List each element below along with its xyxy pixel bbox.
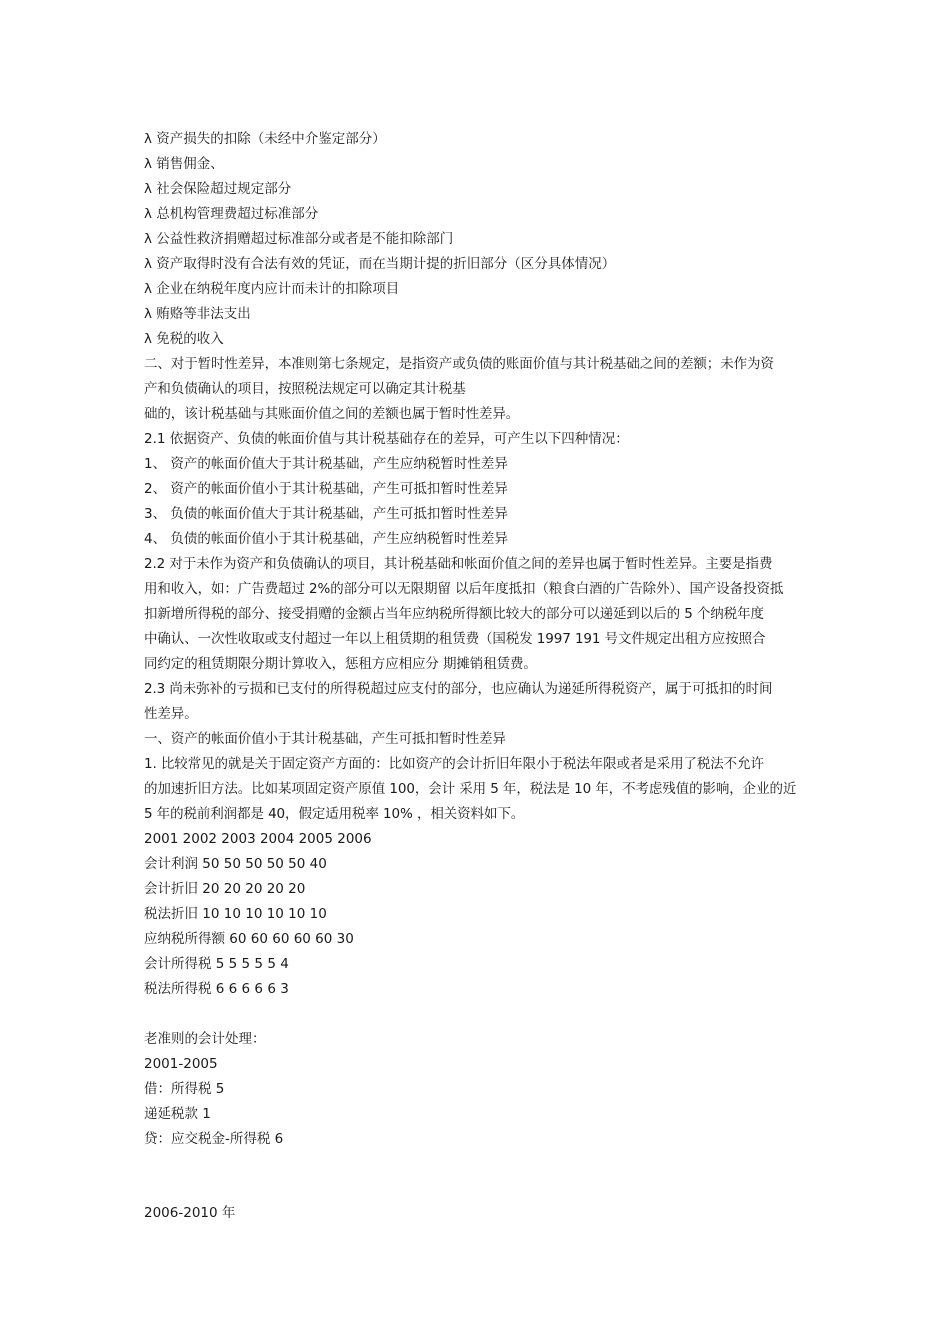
- paragraph-line: 扣新增所得税的部分、接受捐赠的金额占当年应纳税所得额比较大的部分可以递延到以后的 5 个纳税年度: [144, 606, 764, 622]
- paragraph-line: 同约定的租赁期限分期计算收入，惩租方应相应分 期摊销租赁费。: [144, 656, 537, 672]
- paragraph-line: 二、对于暂时性差异，本准则第七条规定，是指资产或负债的账面价值与其计税基础之间的差额；未作为资: [144, 356, 774, 372]
- data-table: [144, 827, 810, 1002]
- bullet-item: λ 资产损失的扣除（未经中介鉴定部分）: [144, 131, 386, 147]
- paragraph-line: 的加速折旧方法。比如某项固定资产原值 100，会计 采用 5 年，税法是 10 年，不考虑残值的影响，企业的近: [144, 781, 797, 797]
- paragraph-line: 中确认、一次性收取或支付超过一年以上租赁期的租赁费（国税发 1997 191 号文件规定出租方应按照合: [144, 631, 766, 647]
- numbered-item: 1、 资产的帐面价值大于其计税基础，产生应纳税暂时性差异: [144, 456, 508, 472]
- spacer: [144, 1152, 810, 1201]
- section-2-2-paragraph: [144, 552, 810, 677]
- paragraph-line: 用和收入，如：广告费超过 2%的部分可以无限期留 以后年度抵扣（粮食白酒的广告除外）、国产设备投资抵: [144, 581, 784, 597]
- bullet-item: λ 资产取得时没有合法有效的凭证，而在当期计提的折旧部分（区分具体情况）: [144, 256, 616, 272]
- paragraph-line: 2.2 对于未作为资产和负债确认的项目，其计税基础和帐面价值之间的差异也属于暂时性差异。主要是指费: [144, 556, 773, 572]
- bullet-item: λ 社会保险超过规定部分: [144, 181, 292, 197]
- table-row: 会计折旧 20 20 20 20 20: [144, 881, 306, 897]
- numbered-item: 4、 负债的帐面价值小于其计税基础，产生应纳税暂时性差异: [144, 531, 508, 547]
- journal-line: 2001-2005: [144, 1056, 218, 1072]
- table-row: 会计利润 50 50 50 50 50 40: [144, 856, 327, 872]
- paragraph-line: 1. 比较常见的就是关于固定资产方面的：比如资产的会计折旧年限小于税法年限或者是采用了税法不允许: [144, 756, 764, 772]
- old-rule-heading: 老准则的会计处理：: [144, 1031, 266, 1047]
- paragraph-line: 产和负债确认的项目，按照税法规定可以确定其计税基: [144, 381, 466, 397]
- section-2-1: [144, 427, 810, 552]
- table-row: 税法折旧 10 10 10 10 10 10: [144, 906, 327, 922]
- table-row: 税法所得税 6 6 6 6 6 3: [144, 981, 289, 997]
- paragraph-line: 2.3 尚未弥补的亏损和已支付的所得税超过应支付的部分，也应确认为递延所得税资产，属于可抵扣的时间: [144, 681, 773, 697]
- journal-line: 贷：应交税金-所得税 6: [144, 1131, 284, 1147]
- bullet-item: λ 销售佣金、: [144, 156, 224, 172]
- bullet-item: λ 企业在纳税年度内应计而未计的扣除项目: [144, 281, 400, 297]
- paragraph-line: 5 年的税前利润都是 40，假定适用税率 10% ，相关资料如下。: [144, 806, 525, 822]
- paragraph-line: 性差异。: [144, 706, 198, 722]
- document-page: [144, 127, 810, 1226]
- bullet-item: λ 贿赂等非法支出: [144, 306, 251, 322]
- part-1-section: [144, 727, 810, 827]
- part-1-heading: 一、资产的帐面价值小于其计税基础，产生可抵扣暂时性差异: [144, 731, 506, 747]
- journal-line: 借：所得税 5: [144, 1081, 225, 1097]
- numbered-item: 3、 负债的帐面价值大于其计税基础，产生可抵扣暂时性差异: [144, 506, 508, 522]
- bullet-list: [144, 127, 810, 352]
- table-header-row: 2001 2002 2003 2004 2005 2006: [144, 831, 372, 847]
- section-2-paragraph: [144, 352, 810, 427]
- bullet-item: λ 公益性救济捐赠超过标准部分或者是不能扣除部门: [144, 231, 454, 247]
- period-heading: 2006-2010 年: [144, 1205, 236, 1221]
- section-2-1-intro: 2.1 依据资产、负债的帐面价值与其计税基础存在的差异，可产生以下四种情况：: [144, 431, 629, 447]
- numbered-item: 2、 资产的帐面价值小于其计税基础，产生可抵扣暂时性差异: [144, 481, 508, 497]
- table-row: 应纳税所得额 60 60 60 60 60 30: [144, 931, 354, 947]
- spacer: [144, 1002, 810, 1027]
- bullet-item: λ 免税的收入: [144, 331, 224, 347]
- old-rule-section: [144, 1027, 810, 1152]
- section-2-3-paragraph: [144, 677, 810, 727]
- table-row: 会计所得税 5 5 5 5 5 4: [144, 956, 289, 972]
- paragraph-line: 础的，该计税基础与其账面价值之间的差额也属于暂时性差异。: [144, 406, 520, 422]
- bullet-item: λ 总机构管理费超过标准部分: [144, 206, 319, 222]
- journal-line: 递延税款 1: [144, 1106, 211, 1122]
